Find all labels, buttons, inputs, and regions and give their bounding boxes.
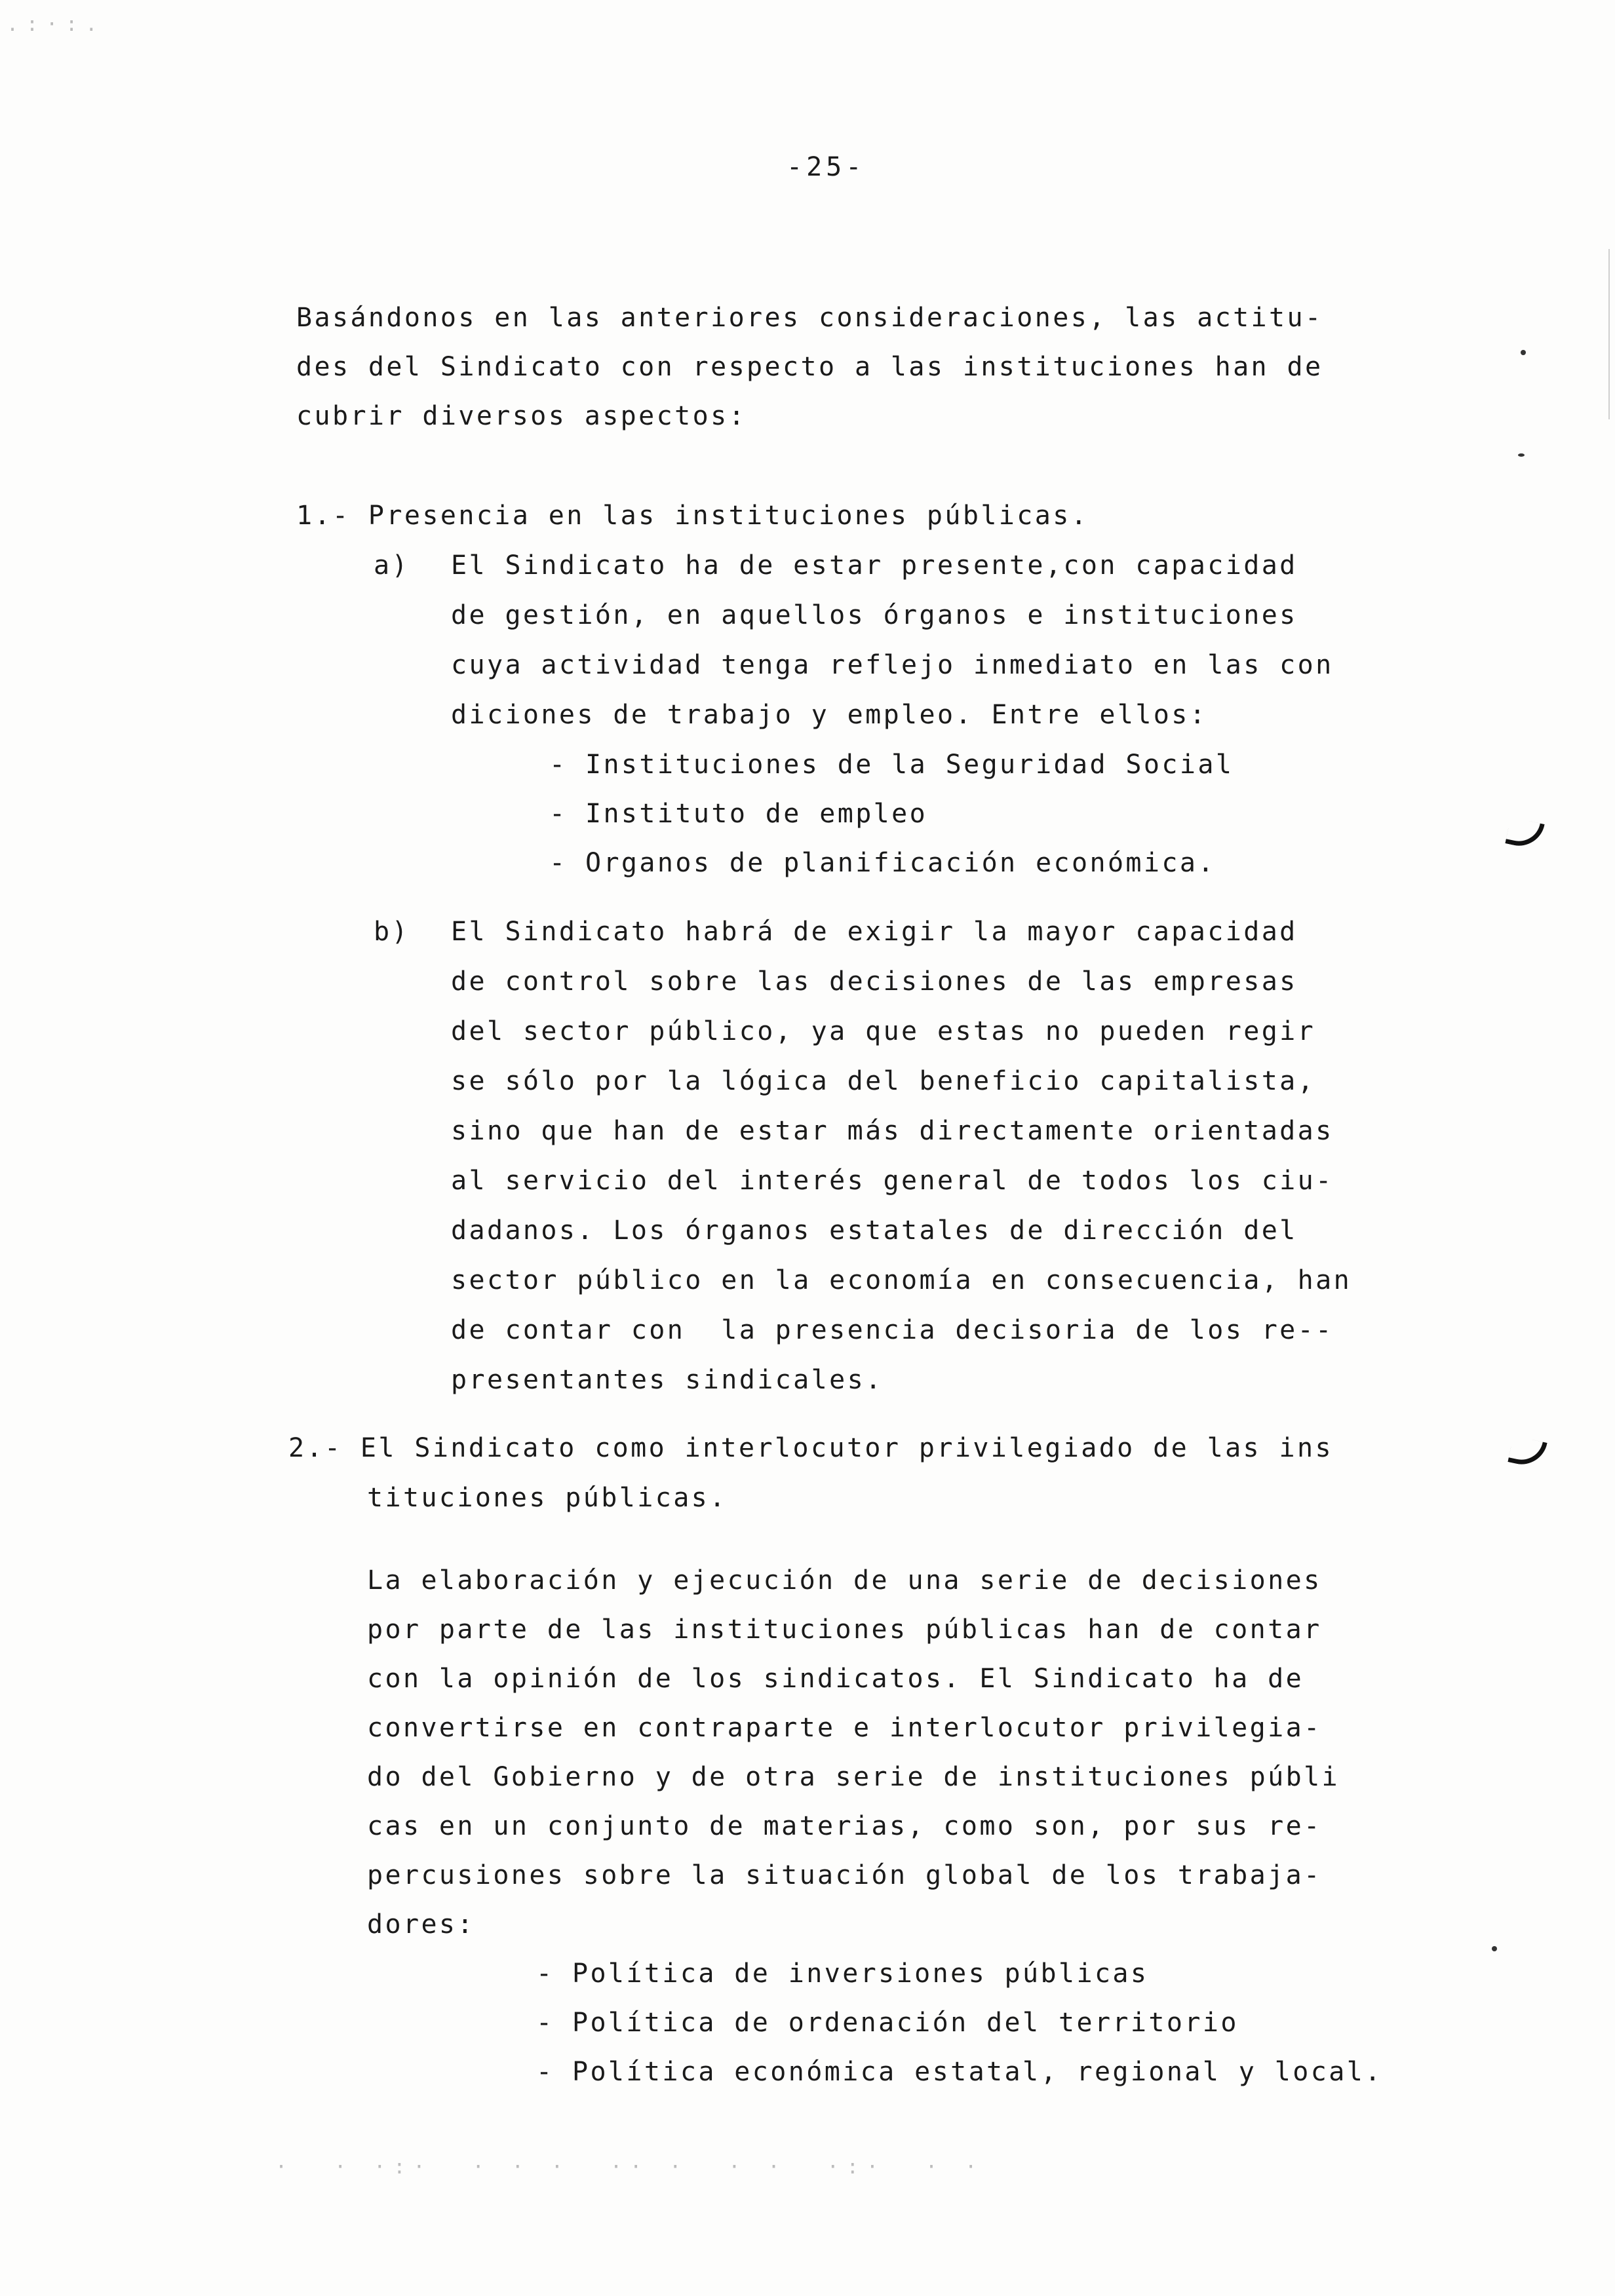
item-b-line: presentantes sindicales. [451, 1365, 884, 1395]
scan-edge-line [1608, 249, 1610, 419]
intro-line: des del Sindicato con respecto a las instituciones han de [296, 352, 1323, 382]
item-a-line: El Sindicato ha de estar presente,con capacidad [451, 550, 1298, 581]
section2-paragraph-line: dores: [367, 1909, 475, 1940]
item-b-line: El Sindicato habrá de exigir la mayor capacidad [451, 917, 1298, 947]
item-b-line: dadanos. Los órganos estatales de dirección del [451, 1215, 1298, 1246]
margin-bracket [1505, 817, 1544, 851]
section2-paragraph-line: do del Gobierno y de otra serie de instituciones públi [367, 1762, 1340, 1792]
section2-list-item: - Política de ordenación del territorio [536, 2008, 1239, 2038]
item-a-list-item: - Instituto de empleo [549, 799, 928, 829]
margin-dot [1492, 1946, 1497, 1951]
item-b-line: sino que han de estar más directamente orientadas [451, 1116, 1334, 1146]
section2-heading: 2.- El Sindicato como interlocutor privilegiado de las ins [288, 1433, 1333, 1463]
margin-dot [1521, 350, 1526, 355]
item-a-list-item: - Instituciones de la Seguridad Social [549, 750, 1234, 780]
section2-paragraph-line: con la opinión de los sindicatos. El Sindicato ha de [367, 1664, 1304, 1694]
item-a-line: diciones de trabajo y empleo. Entre ellos: [451, 700, 1208, 730]
section2-paragraph-line: convertirse en contraparte e interlocutor privilegia- [367, 1713, 1322, 1743]
item-b-line: sector público en la economía en consecuencia, han [451, 1265, 1352, 1295]
item-b-line: del sector público, ya que estas no pueden regir [451, 1016, 1316, 1046]
intro-line: cubrir diversos aspectos: [296, 401, 747, 431]
section2-paragraph-line: cas en un conjunto de materias, como son, por sus re- [367, 1811, 1322, 1841]
intro-line: Basándonos en las anteriores consideraciones, las actitu- [296, 303, 1323, 333]
item-b-line: al servicio del interés general de todos los ciu- [451, 1166, 1334, 1196]
margin-dot [1518, 453, 1525, 457]
scan-speckle: · · ·:· · · · ·· · · · ·:· · · [275, 2156, 985, 2179]
item-a-marker: a) [374, 550, 410, 581]
item-b-line: de contar con la presencia decisoria de los re-- [451, 1315, 1334, 1345]
item-a-line: de gestión, en aquellos órganos e instituciones [451, 600, 1298, 630]
section2-list-item: - Política económica estatal, regional y local. [536, 2057, 1383, 2087]
section1-heading: 1.- Presencia en las instituciones públicas. [296, 501, 1089, 531]
margin-bracket [1508, 1436, 1547, 1469]
section2-paragraph-line: percusiones sobre la situación global de los trabaja- [367, 1860, 1322, 1890]
item-a-line: cuya actividad tenga reflejo inmediato en las con [451, 650, 1334, 680]
section2-paragraph-line: por parte de las instituciones públicas han de contar [367, 1615, 1322, 1645]
page-number: -25- [787, 152, 866, 182]
item-a-list-item: - Organos de planificación económica. [549, 848, 1216, 878]
item-b-line: de control sobre las decisiones de las empresas [451, 966, 1298, 997]
section2-heading: tituciones públicas. [367, 1483, 728, 1513]
scan-speckle: .:·:. [7, 13, 106, 36]
section2-paragraph-line: La elaboración y ejecución de una serie de decisiones [367, 1565, 1322, 1596]
item-b-line: se sólo por la lógica del beneficio capitalista, [451, 1066, 1316, 1096]
section2-list-item: - Política de inversiones públicas [536, 1959, 1149, 1989]
item-b-marker: b) [374, 917, 410, 947]
